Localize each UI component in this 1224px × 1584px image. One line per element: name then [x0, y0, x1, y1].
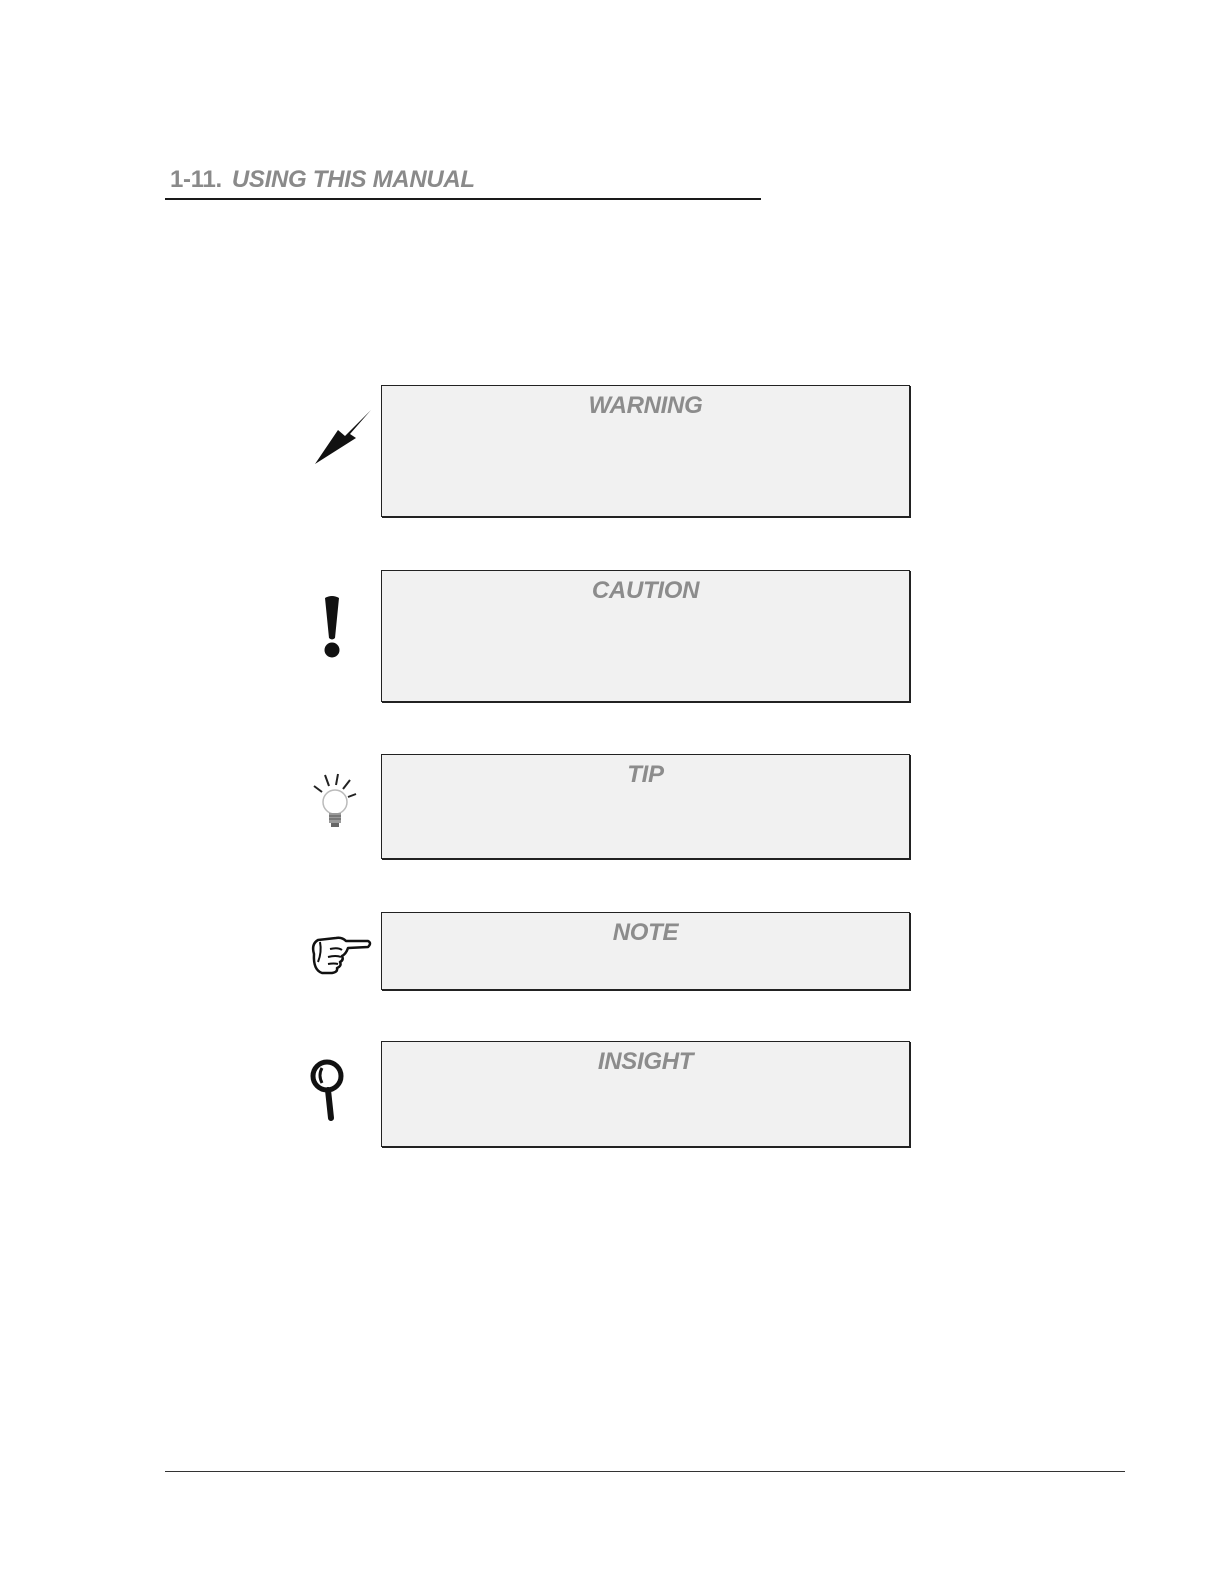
- warning-box: [381, 385, 910, 517]
- lightning-bolt-icon: [312, 408, 374, 466]
- tip-box: [381, 754, 910, 859]
- light-bulb-icon: [308, 772, 360, 830]
- caution-box: [381, 570, 910, 702]
- magnifying-glass-icon: [308, 1058, 348, 1122]
- insight-box: [381, 1041, 910, 1147]
- title-underline: [165, 198, 761, 200]
- insight-label: INSIGHT: [597, 1048, 694, 1075]
- section-heading: [170, 166, 730, 194]
- section-number: 1-11.: [170, 166, 222, 193]
- footer-rule: [165, 1471, 1125, 1472]
- note-box: [381, 912, 910, 990]
- section-title: USING THIS MANUAL: [231, 166, 475, 193]
- pointing-hand-icon: [308, 932, 374, 976]
- caution-label: CAUTION: [591, 577, 700, 604]
- exclamation-icon: [319, 594, 345, 660]
- warning-label: WARNING: [588, 392, 703, 419]
- tip-label: TIP: [627, 761, 664, 788]
- note-label: NOTE: [612, 919, 679, 946]
